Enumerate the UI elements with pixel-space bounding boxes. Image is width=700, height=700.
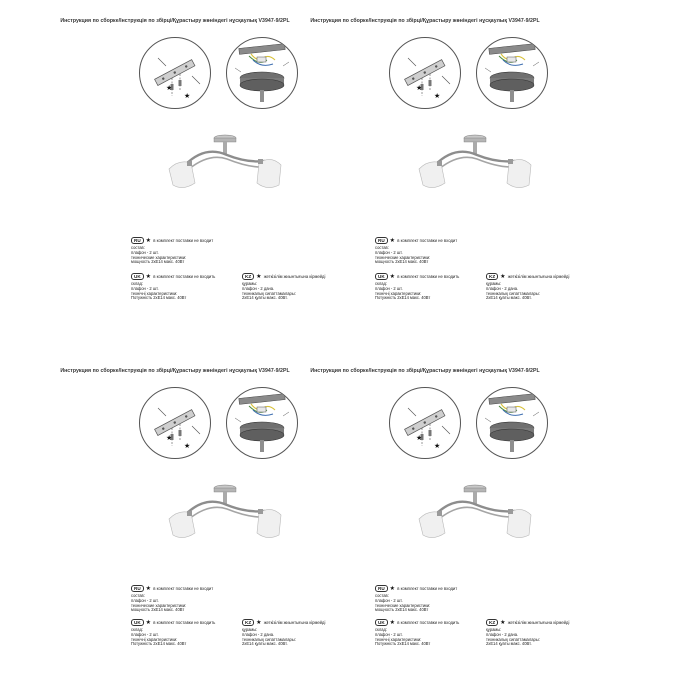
spec-line: технические характеристики:	[131, 254, 187, 260]
spec-line: технічні характеристики:	[375, 290, 422, 296]
uk-specs	[131, 628, 186, 647]
ru-badge: RU	[375, 585, 388, 592]
spec-line: плафон - 2 дана.	[242, 285, 275, 291]
spec-line: құрамы:	[242, 627, 258, 632]
wiring-canopy-diagram	[476, 387, 548, 459]
spec-line: Потужність 2xE14 макс. 40Вт	[131, 641, 187, 647]
chandelier-drawing	[405, 123, 545, 193]
star-icon: ★	[166, 84, 173, 92]
kz-note: жеткізілім жиынтығына кірмейді	[263, 620, 326, 625]
spec-line: состав:	[375, 593, 389, 598]
uk-badge: UK	[375, 619, 388, 626]
wiring-canopy-diagram	[476, 37, 548, 109]
mounting-bracket-diagram	[139, 37, 211, 109]
uk-note: в комплект поставки не входить	[397, 620, 460, 625]
kz-badge: KZ	[486, 619, 498, 626]
spec-line: құрамы:	[486, 627, 502, 632]
spec-line: мощность 2xE14 макс. 40Вт	[131, 259, 185, 265]
spec-line: склад:	[131, 281, 144, 286]
spec-line: плафон - 2 дана.	[486, 285, 519, 291]
bracket-drawing	[140, 38, 210, 108]
chandelier-illustration	[405, 123, 545, 193]
kz-badge: KZ	[242, 273, 254, 280]
spec-line: мощность 2xE14 макс. 40Вт	[131, 607, 185, 613]
ru-note-row	[131, 584, 213, 593]
spec-line: плафон - 2 дана.	[486, 631, 519, 637]
spec-line: состав:	[131, 245, 145, 250]
kz-note: жеткізілім жиынтығына кірмейді	[507, 274, 570, 279]
spec-line: технічні характеристики:	[375, 636, 422, 642]
spec-line: технические характеристики:	[375, 254, 431, 260]
spec-line: плафон - 2 шт.	[375, 631, 403, 637]
uk-specs	[375, 628, 430, 647]
uk-note: в комплект поставки не входить	[397, 274, 460, 279]
uk-note: в комплект поставки не входить	[153, 620, 216, 625]
spec-line: плафон - 2 шт.	[375, 249, 403, 255]
star-icon: ★	[145, 236, 152, 244]
star-icon: ★	[389, 618, 396, 626]
ru-note-row	[375, 584, 457, 593]
ru-note-row	[131, 236, 213, 245]
spec-line: плафон - 2 шт.	[131, 285, 159, 291]
star-icon: ★	[145, 618, 152, 626]
ru-specs	[131, 246, 186, 265]
spec-line: 2xE14 қуаты макс. 40Вт.	[242, 295, 288, 301]
mounting-bracket-diagram	[389, 387, 461, 459]
spec-line: техникалық сипаттамалары:	[242, 290, 296, 296]
uk-note-row	[131, 618, 215, 627]
uk-badge: UK	[131, 273, 144, 280]
spec-line: плафон - 2 шт.	[375, 285, 403, 291]
spec-line: плафон - 2 шт.	[131, 597, 159, 603]
kz-specs	[486, 282, 540, 301]
star-icon: ★	[184, 92, 191, 100]
kz-note-row	[486, 618, 569, 627]
spec-line: плафон - 2 шт.	[131, 631, 159, 637]
canopy-drawing	[477, 388, 547, 458]
star-icon: ★	[256, 618, 262, 626]
kz-badge: KZ	[486, 273, 498, 280]
uk-specs	[131, 282, 186, 301]
kz-specs	[486, 628, 540, 647]
spec-line: технічні характеристики:	[131, 636, 178, 642]
star-icon: ★	[389, 584, 396, 592]
spec-line: құрамы:	[486, 281, 502, 286]
spec-line: 2xE14 қуаты макс. 40Вт.	[486, 295, 532, 301]
sheet-title: Инструкция по сборке/Інструкція по збірці/Құрастыру жөніндегі нұсқаулық V3947-9/2PL	[60, 368, 290, 374]
uk-badge: UK	[131, 619, 144, 626]
spec-line: плафон - 2 дана.	[242, 631, 275, 637]
star-icon: ★	[166, 434, 173, 442]
sheet-title: Инструкция по сборке/Інструкція по збірці/Құрастыру жөніндегі нұсқаулық V3947-9/2PL	[310, 368, 540, 374]
sheet-title: Инструкция по сборке/Інструкція по збірці/Құрастыру жөніндегі нұсқаулық V3947-9/2PL	[60, 18, 290, 24]
star-icon: ★	[434, 442, 441, 450]
uk-note-row	[131, 272, 215, 281]
ru-note: в комплект поставки не входит	[153, 238, 214, 243]
sheet-title: Инструкция по сборке/Інструкція по збірці/Құрастыру жөніндегі нұсқаулық V3947-9/2PL	[310, 18, 540, 24]
bracket-drawing	[390, 388, 460, 458]
spec-line: технічні характеристики:	[131, 290, 178, 296]
ru-note-row	[375, 236, 457, 245]
spec-line: Потужність 2xE14 макс. 40Вт	[375, 641, 431, 647]
star-icon: ★	[145, 584, 152, 592]
spec-line: мощность 2xE14 макс. 40Вт	[375, 607, 429, 613]
spec-line: состав:	[131, 593, 145, 598]
spec-line: технические характеристики:	[375, 602, 431, 608]
spec-line: плафон - 2 шт.	[375, 597, 403, 603]
star-icon: ★	[145, 272, 152, 280]
spec-line: Потужність 2xE14 макс. 40Вт	[375, 295, 431, 301]
spec-line: склад:	[131, 627, 144, 632]
star-icon: ★	[256, 272, 262, 280]
spec-line: технические характеристики:	[131, 602, 187, 608]
kz-note: жеткізілім жиынтығына кірмейді	[263, 274, 326, 279]
spec-line: техникалық сипаттамалары:	[486, 290, 540, 296]
kz-note: жеткізілім жиынтығына кірмейді	[507, 620, 570, 625]
uk-badge: UK	[375, 273, 388, 280]
chandelier-illustration	[405, 473, 545, 543]
spec-line: склад:	[375, 281, 388, 286]
uk-note-row	[375, 272, 459, 281]
ru-specs	[131, 594, 186, 613]
uk-specs	[375, 282, 430, 301]
star-icon: ★	[416, 434, 423, 442]
star-icon: ★	[184, 442, 191, 450]
instruction-sheet-2	[250, 0, 600, 350]
canopy-drawing	[477, 38, 547, 108]
ru-specs	[375, 246, 430, 265]
bracket-drawing	[140, 388, 210, 458]
spec-line: Потужність 2xE14 макс. 40Вт	[131, 295, 187, 301]
instruction-sheet-4	[250, 350, 600, 700]
ru-badge: RU	[131, 585, 144, 592]
spec-line: 2xE14 қуаты макс. 40Вт.	[486, 641, 532, 647]
spec-line: техникалық сипаттамалары:	[486, 636, 540, 642]
star-icon: ★	[389, 236, 396, 244]
ru-badge: RU	[375, 237, 388, 244]
star-icon: ★	[416, 84, 423, 92]
spec-line: техникалық сипаттамалары:	[242, 636, 296, 642]
mounting-bracket-diagram	[389, 37, 461, 109]
ru-note: в комплект поставки не входит	[153, 586, 214, 591]
kz-badge: KZ	[242, 619, 254, 626]
spec-line: 2xE14 қуаты макс. 40Вт.	[242, 641, 288, 647]
kz-note-row	[486, 272, 569, 281]
spec-line: плафон - 2 шт.	[131, 249, 159, 255]
bracket-drawing	[390, 38, 460, 108]
uk-note-row	[375, 618, 459, 627]
uk-note: в комплект поставки не входить	[153, 274, 216, 279]
spec-line: құрамы:	[242, 281, 258, 286]
spec-line: мощность 2xE14 макс. 40Вт	[375, 259, 429, 265]
ru-note: в комплект поставки не входит	[397, 238, 458, 243]
chandelier-drawing	[405, 473, 545, 543]
ru-note: в комплект поставки не входит	[397, 586, 458, 591]
star-icon: ★	[434, 92, 441, 100]
mounting-bracket-diagram	[139, 387, 211, 459]
ru-specs	[375, 594, 430, 613]
star-icon: ★	[389, 272, 396, 280]
star-icon: ★	[500, 272, 506, 280]
star-icon: ★	[500, 618, 506, 626]
spec-line: склад:	[375, 627, 388, 632]
spec-line: состав:	[375, 245, 389, 250]
ru-badge: RU	[131, 237, 144, 244]
